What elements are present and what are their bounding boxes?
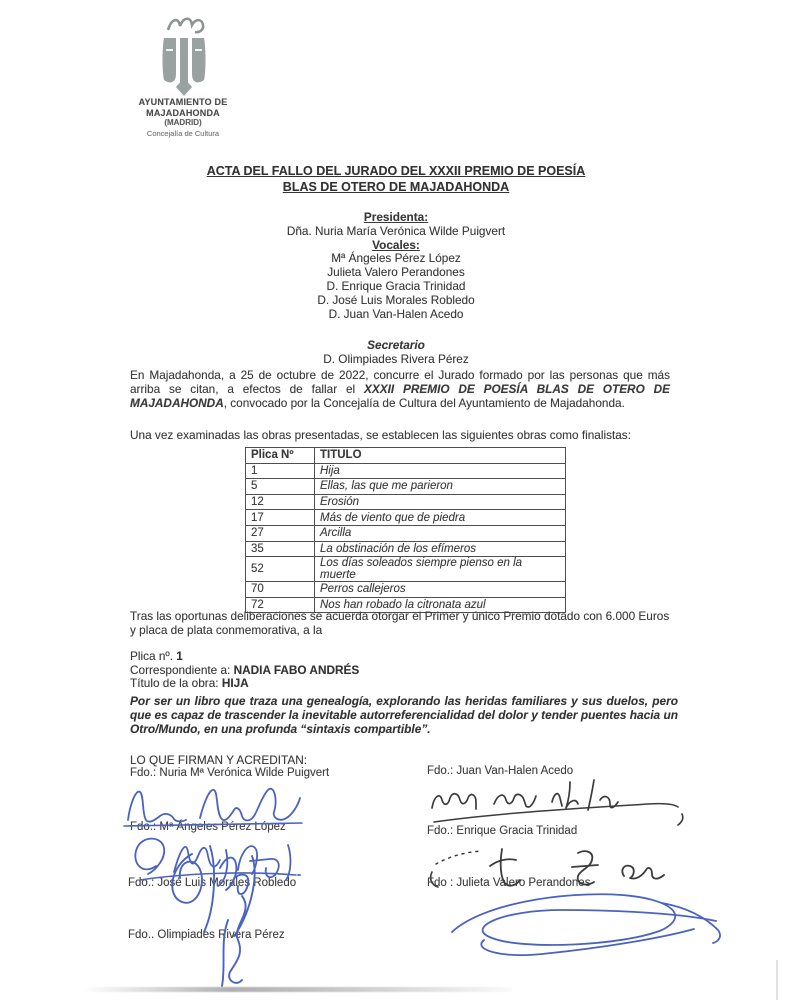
org-name-line2: MAJADAHONDA	[146, 107, 220, 118]
column-header-plica: Plica Nº	[246, 448, 315, 464]
secretario-name: D. Olimpiades Rivera Pérez	[323, 351, 469, 366]
plica-number-cell: 17	[246, 510, 315, 526]
jury-list	[96, 211, 696, 366]
table-row	[246, 525, 566, 541]
vocales-label: Vocales:	[372, 237, 420, 252]
scan-artifact-streak	[82, 987, 512, 992]
vocal-name: Julieta Valero Perandones	[327, 265, 465, 280]
plica-label: Plica nº.	[130, 649, 173, 663]
plica-number-cell: 35	[246, 541, 315, 557]
table-header-row	[246, 448, 566, 464]
intro-text-pre: En Majadahonda, a 25 de octubre de 2022, concurre el Jurado formado por las personas que más arriba se citan, a efectos de fallar el	[130, 368, 670, 396]
work-label: Título de la obra:	[130, 676, 222, 691]
titulo-cell: Más de viento que de piedra	[315, 510, 566, 526]
winner-label: Correspondiente a:	[130, 662, 234, 677]
award-block	[130, 650, 675, 691]
title-line1: ACTA DEL FALLO DEL JURADO DEL XXXII PREMIO DE POESÍA	[206, 164, 586, 178]
titulo-cell: Hija	[315, 463, 566, 479]
signature-julieta-valero	[422, 886, 724, 972]
plica-number-cell: 27	[246, 525, 315, 541]
org-name-line1: AYUNTAMIENTO DE	[138, 97, 228, 107]
fdo-label-julieta: Fdo : Julieta Valero Perandones	[427, 877, 591, 889]
org-department: Concejalía de Cultura	[146, 128, 220, 138]
intro-text-post: , convocado por la Concejalía de Cultura del Ayuntamiento de Majadahonda.	[223, 395, 625, 410]
column-header-titulo: TITULO	[315, 448, 566, 464]
titulo-cell: Perros callejeros	[315, 582, 566, 598]
table-row	[246, 463, 566, 479]
signature-nuria-wilde	[122, 776, 322, 831]
winner-line	[130, 664, 675, 678]
vocal-name: D. José Luis Morales Robledo	[317, 292, 475, 307]
scan-artifact-edge	[776, 960, 778, 1000]
plica-number-cell: 72	[246, 597, 315, 613]
fdo-label-enrique: Fdo.: Enrique Gracia Trinidad	[427, 825, 578, 837]
table-row	[246, 541, 566, 557]
document-title	[96, 163, 696, 195]
titulo-cell: Los días soleados siempre pienso en la muerte	[315, 557, 566, 582]
finalists-intro: Una vez examinadas las obras presentadas, se establecen las siguientes obras como finalistas:	[130, 428, 631, 442]
titulo-cell: Ellas, las que me parieron	[315, 479, 566, 495]
signature-olimpiades-rivera	[192, 892, 272, 992]
titulo-cell: La obstinación de los efímeros	[315, 541, 566, 557]
table-row	[246, 510, 566, 526]
vocal-name: D. Juan Van-Halen Acedo	[328, 306, 464, 321]
org-block	[103, 97, 263, 139]
signature-juan-van-halen	[424, 774, 709, 836]
table-row	[246, 582, 566, 598]
table-row	[246, 557, 566, 582]
presidenta-label: Presidenta:	[363, 210, 429, 224]
table-row	[246, 479, 566, 495]
titulo-cell: Nos han robado la citronata azul	[315, 597, 566, 613]
presidenta-name: Dña. Nuria María Verónica Wilde Puigvert	[286, 223, 506, 238]
secretario-label: Secretario	[367, 337, 425, 352]
coat-of-arms-icon	[138, 12, 230, 96]
fdo-label-nuria: Fdo.: Nuria Mª Verónica Wilde Puigvert	[130, 767, 330, 779]
org-region: (MADRID)	[164, 118, 202, 127]
plica-number-cell: 12	[246, 494, 315, 510]
work-title: HIJA	[221, 676, 249, 691]
fdo-label-olimpiades: Fdo.. Olimpiades Rivera Pérez	[128, 929, 285, 941]
titulo-cell: Erosión	[315, 494, 566, 510]
finalists-table	[245, 447, 566, 613]
intro-paragraph	[130, 369, 670, 410]
vocal-name: Mª Ángeles Pérez López	[331, 251, 461, 266]
award-paragraph: Tras las oportunas deliberaciones se acuerda otorgar el Primer y único Premio dotado con 6.000 Euros y placa de plata conmemorativa, a la	[130, 609, 670, 637]
title-line2: BLAS DE OTERO DE MAJADAHONDA	[282, 180, 510, 194]
plica-line	[130, 650, 675, 664]
plica-number: 1	[176, 649, 183, 663]
plica-number-cell: 5	[246, 479, 315, 495]
plica-number-cell: 1	[246, 463, 315, 479]
fdo-label-jose-luis: Fdo.: José Luis Morales Robledo	[128, 877, 297, 889]
titulo-cell: Arcilla	[315, 525, 566, 541]
vocal-name: D. Enrique Gracia Trinidad	[326, 278, 466, 293]
plica-number-cell: 70	[246, 582, 315, 598]
vocales-names	[96, 252, 696, 320]
table-row	[246, 494, 566, 510]
prize-name: XXXII PREMIO DE POESÍA BLAS DE OTERO DE MAJADAHONDA	[130, 381, 670, 410]
plica-number-cell: 52	[246, 557, 315, 582]
work-line	[130, 677, 675, 691]
winner-name: NADIA FABO ANDRÉS	[233, 662, 360, 677]
signing-heading: LO QUE FIRMAN Y ACREDITAN:	[130, 753, 307, 767]
fdo-label-angeles: Fdo.: Mª Ángeles Pérez López	[130, 821, 286, 833]
fdo-label-van-halen: Fdo.: Juan Van-Halen Acedo	[427, 765, 574, 777]
jury-citation: Por ser un libro que traza una genealogía, explorando las heridas familiares y sus duelos, pero que es capaz de trascender la inevitable autorreferencialidad del dolor y tender puentes hacia un Otro/Mundo, en una profunda “sintaxis compartible”.	[130, 694, 678, 737]
